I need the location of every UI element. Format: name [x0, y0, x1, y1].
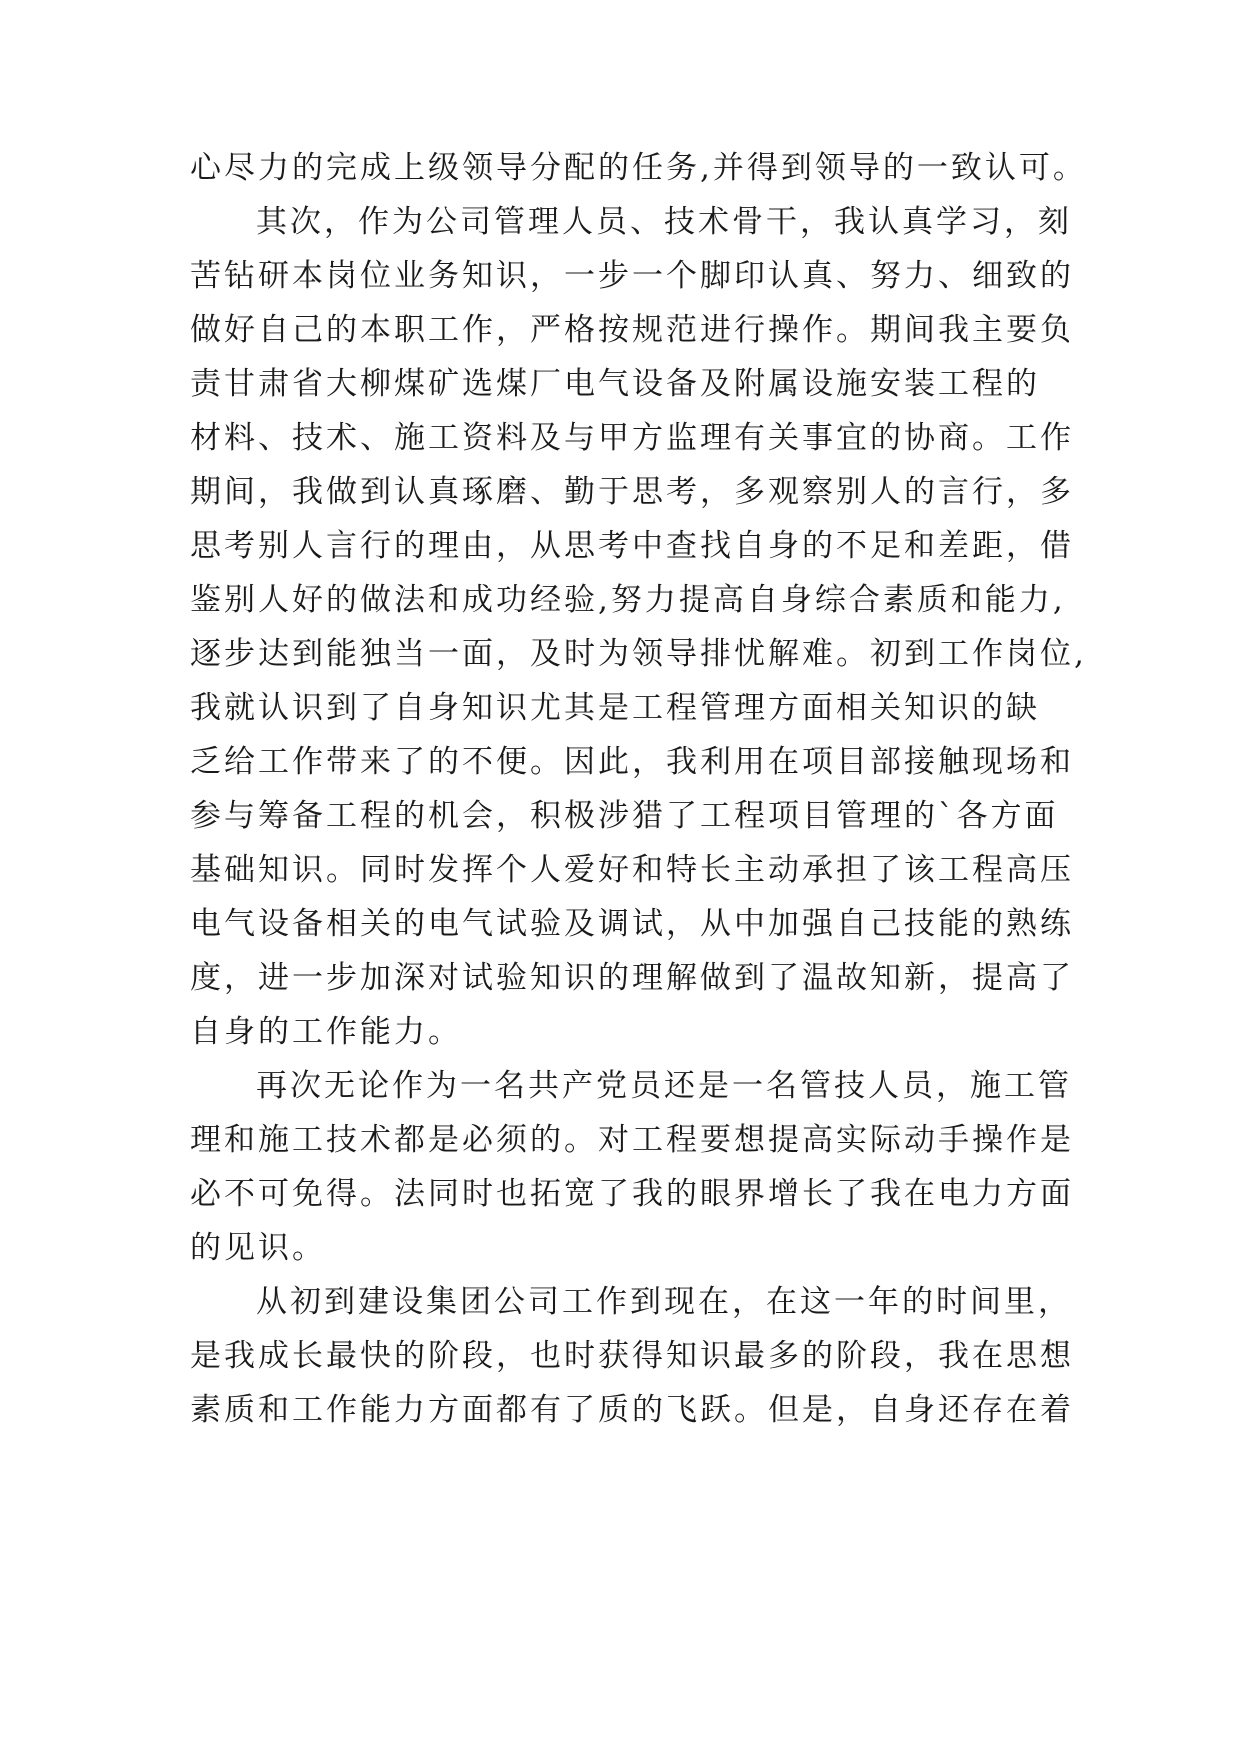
paragraph-line: 责甘肃省大柳煤矿选煤厂电气设备及附属设施安装工程的 — [190, 366, 1040, 402]
paragraph-line: 乏给工作带来了的不便。因此，我利用在项目部接触现场和 — [190, 744, 1074, 780]
paragraph-line: 鉴别人好的做法和成功经验,努力提高自身综合素质和能力, — [190, 582, 1066, 618]
paragraph-line: 其次，作为公司管理人员、技术骨干，我认真学习，刻 — [256, 204, 1072, 240]
paragraph-line: 逐步达到能独当一面，及时为领导排忧解难。初到工作岗位, — [190, 636, 1087, 672]
paragraph-line: 材料、技术、施工资料及与甲方监理有关事宜的协商。工作 — [190, 420, 1074, 456]
paragraph-line: 我就认识到了自身知识尤其是工程管理方面相关知识的缺 — [190, 690, 1040, 726]
paragraph-line: 素质和工作能力方面都有了质的飞跃。但是，自身还存在着 — [190, 1392, 1074, 1428]
paragraph-line: 参与筹备工程的机会，积极涉猎了工程项目管理的`各方面 — [190, 798, 1059, 834]
paragraph-line: 理和施工技术都是必须的。对工程要想提高实际动手操作是 — [190, 1122, 1074, 1158]
paragraph-line: 必不可免得。法同时也拓宽了我的眼界增长了我在电力方面 — [190, 1176, 1074, 1212]
paragraph-line: 是我成长最快的阶段，也时获得知识最多的阶段，我在思想 — [190, 1338, 1074, 1374]
paragraph-line: 电气设备相关的电气试验及调试，从中加强自己技能的熟练 — [190, 906, 1074, 942]
paragraph-line: 期间，我做到认真琢磨、勤于思考，多观察别人的言行，多 — [190, 474, 1074, 510]
paragraph-line: 基础知识。同时发挥个人爱好和特长主动承担了该工程高压 — [190, 852, 1074, 888]
paragraph-line: 心尽力的完成上级领导分配的任务,并得到领导的一致认可。 — [190, 150, 1087, 186]
paragraph-line: 思考别人言行的理由，从思考中查找自身的不足和差距，借 — [190, 528, 1074, 564]
paragraph-line: 度，进一步加深对试验知识的理解做到了温故知新，提高了 — [190, 960, 1074, 996]
paragraph-line: 的见识。 — [190, 1230, 326, 1266]
paragraph-line: 从初到建设集团公司工作到现在，在这一年的时间里， — [256, 1284, 1072, 1320]
paragraph-line: 做好自己的本职工作，严格按规范进行操作。期间我主要负 — [190, 312, 1074, 348]
paragraph-line: 苦钻研本岗位业务知识，一步一个脚印认真、努力、细致的 — [190, 258, 1074, 294]
paragraph-line: 自身的工作能力。 — [190, 1014, 462, 1050]
paragraph-line: 再次无论作为一名共产党员还是一名管技人员，施工管 — [256, 1068, 1072, 1104]
